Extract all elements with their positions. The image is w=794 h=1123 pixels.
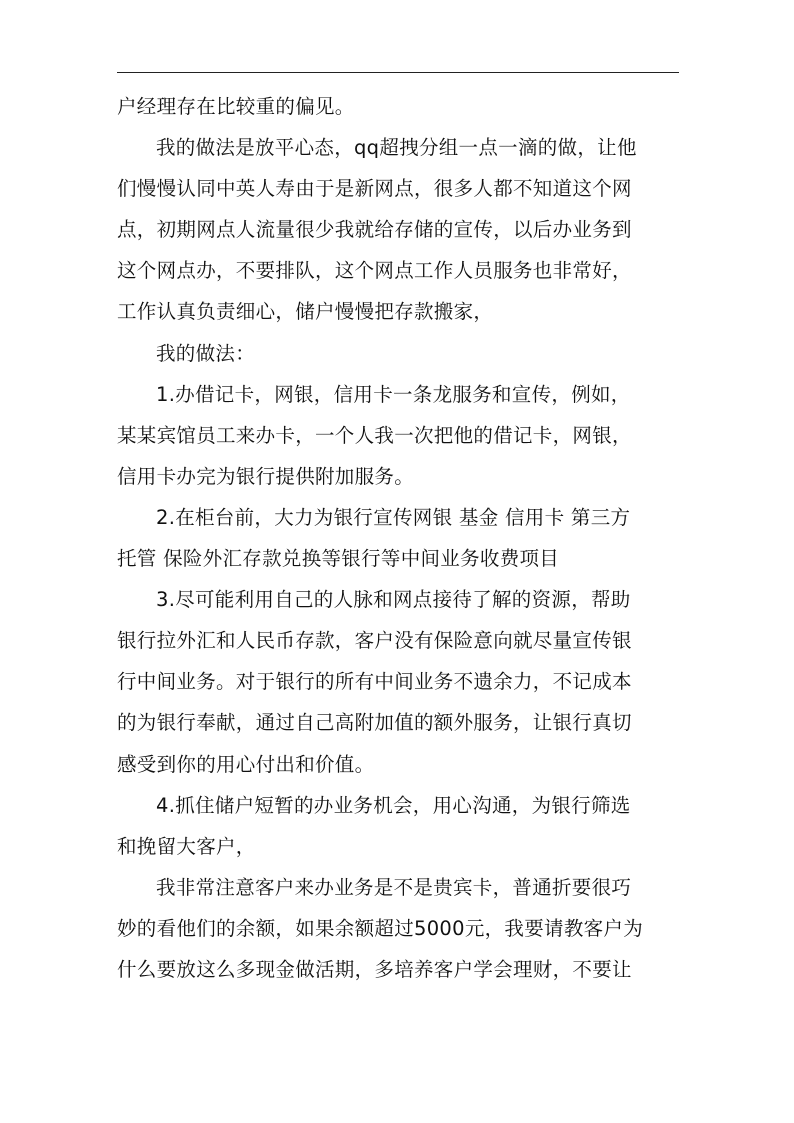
paragraph-4 [117, 374, 682, 497]
text-line: 妙的看他们的余额，如果余额超过5000元，我要请教客户为 [117, 916, 644, 940]
paragraph-1 [117, 86, 682, 127]
paragraph-5 [117, 497, 682, 579]
text-line: 我的做法是放平心态，qq超拽分组一点一滴的做，让他 [156, 136, 637, 160]
text-line: 2.在柜台前，大力为银行宣传网银 基金 信用卡 第三方 [156, 505, 631, 529]
text-line: 点，初期网点人流量很少我就给存储的宣传，以后办业务到 [117, 218, 632, 242]
paragraph-2 [117, 127, 682, 332]
text-line: 1.办借记卡，网银，信用卡一条龙服务和宣传，例如， [156, 382, 631, 406]
text-line: 托管 保险外汇存款兑换等银行等中间业务收费项目 [117, 547, 560, 571]
text-line: 们慢慢认同中英人寿由于是新网点，很多人都不知道这个网 [117, 177, 632, 201]
text-line: 3.尽可能利用自己的人脉和网点接待了解的资源，帮助 [156, 588, 631, 612]
paragraph-7 [117, 785, 682, 867]
text-line: 信用卡办完为银行提供附加服务。 [117, 464, 415, 488]
header-rule [117, 72, 679, 73]
paragraph-3 [117, 333, 682, 374]
text-line: 什么要放这么多现金做活期，多培养客户学会理财，不要让 [117, 957, 632, 981]
text-line: 这个网点办，不要排队，这个网点工作人员服务也非常好， [117, 259, 632, 283]
paragraph-6 [117, 579, 682, 784]
text-line: 行中间业务。对于银行的所有中间业务不遗余力，不记成本 [117, 670, 632, 694]
paragraph-8 [117, 867, 682, 990]
document-body [117, 86, 682, 990]
text-line: 某某宾馆员工来办卡，一个人我一次把他的借记卡，网银， [117, 423, 632, 447]
text-line: 和挽留大客户， [117, 834, 256, 858]
text-line: 我的做法： [156, 341, 256, 365]
text-line: 的为银行奉献，通过自己高附加值的额外服务，让银行真切 [117, 711, 632, 735]
text-line: 感受到你的用心付出和价值。 [117, 752, 375, 776]
text-line: 我非常注意客户来办业务是不是贵宾卡，普通折要很巧 [156, 875, 632, 899]
text-line: 银行拉外汇和人民币存款，客户没有保险意向就尽量宣传银 [117, 629, 632, 653]
text-line: 工作认真负责细心，储户慢慢把存款搬家， [117, 300, 494, 324]
text-line: 户经理存在比较重的偏见。 [117, 95, 355, 118]
text-line: 4.抓住储户短暂的办业务机会，用心沟通，为银行筛选 [156, 793, 631, 817]
